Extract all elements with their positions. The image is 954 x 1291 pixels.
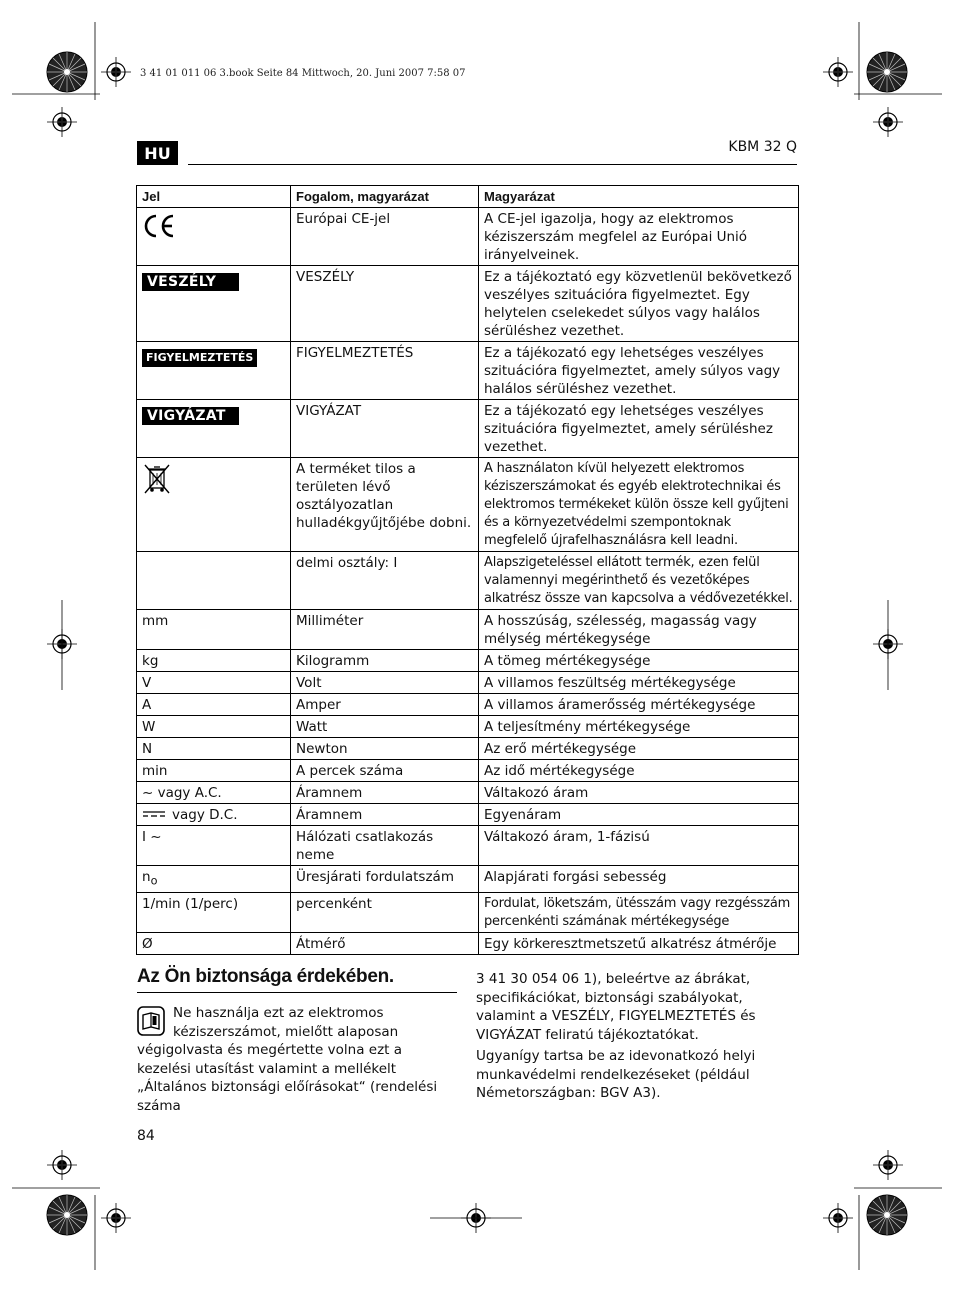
table-row bbox=[137, 208, 799, 266]
table-row bbox=[137, 892, 799, 932]
explanation-cell: A CE-jel igazolja, hogy az elektromos kéziszerszám megfelel az Európai Unió irányelveinek. bbox=[479, 208, 799, 266]
right-paragraph-1: 3 41 30 054 06 1), beleértve az ábrákat, specifikációkat, biztonsági szabályokat, valamint a VESZÉLY, FIGYELMEZTETÉS és VIGYÁZAT feliratú tájékoztatókat. bbox=[476, 971, 756, 1043]
right-column bbox=[476, 970, 798, 1106]
explanation-cell: A hosszúság, szélesség, magasság vagy mélység mértékegysége bbox=[479, 610, 799, 650]
term-cell: Átmérő bbox=[291, 932, 479, 954]
symbol-cell: A bbox=[137, 694, 291, 716]
language-badge: HU bbox=[137, 141, 178, 165]
symbol-cell bbox=[137, 552, 291, 610]
table-row bbox=[137, 694, 799, 716]
symbol-cell bbox=[137, 804, 291, 826]
explanation-cell: Az erő mértékegysége bbox=[479, 738, 799, 760]
table-row bbox=[137, 804, 799, 826]
intro-text: Ne használja ezt az elektromos kéziszerszámot, mielőtt alaposan végigolvasta és megértette volna ezt a kezelési utasítást valamint a mellékelt „Általános biztonsági előírásokat“ (rendelési száma bbox=[137, 1005, 438, 1114]
explanation-cell: Váltakozó áram, 1-fázisú bbox=[479, 826, 799, 866]
symbol-cell: Ø bbox=[137, 932, 291, 954]
print-info-line: 3 41 01 011 06 3.book Seite 84 Mittwoch, 20. Juni 2007 7:58 07 bbox=[140, 68, 466, 79]
table-row bbox=[137, 400, 799, 458]
explanation-cell: Ez a tájékozató egy lehetséges veszélyes szituációra figyelmeztet, amely súlyos vagy halálos sérüléshez vezethet. bbox=[479, 342, 799, 400]
symbol-cell: ~ vagy A.C. bbox=[137, 782, 291, 804]
term-cell: Amper bbox=[291, 694, 479, 716]
table-row bbox=[137, 738, 799, 760]
symbol-cell bbox=[137, 400, 291, 458]
table-row bbox=[137, 342, 799, 400]
explanation-cell: Váltakozó áram bbox=[479, 782, 799, 804]
explanation-cell: Egy körkeresztmetszetű alkatrész átmérője bbox=[479, 932, 799, 954]
symbol-cell: V bbox=[137, 672, 291, 694]
explanation-cell: Ez a tájékozató egy lehetséges veszélyes szituációra figyelmeztet, amely sérüléshez vezethet. bbox=[479, 400, 799, 458]
symbol-cell bbox=[137, 208, 291, 266]
caution-signal-label: VIGYÁZAT bbox=[142, 407, 239, 425]
term-cell: Áramnem bbox=[291, 782, 479, 804]
term-cell: VIGYÁZAT bbox=[291, 400, 479, 458]
term-cell: Kilogramm bbox=[291, 650, 479, 672]
explanation-cell: A tömeg mértékegysége bbox=[479, 650, 799, 672]
table-row bbox=[137, 610, 799, 650]
symbol-cell: min bbox=[137, 760, 291, 782]
term-cell: percenként bbox=[291, 892, 479, 932]
explanation-cell: A villamos feszültség mértékegysége bbox=[479, 672, 799, 694]
symbol-n: n bbox=[142, 869, 151, 885]
symbol-cell: I ~ bbox=[137, 826, 291, 866]
symbol-cell: 1/min (1/perc) bbox=[137, 892, 291, 932]
table-row bbox=[137, 866, 799, 893]
crossed-bin-icon bbox=[142, 463, 172, 495]
column-header-explanation: Magyarázat bbox=[479, 186, 799, 208]
table-row bbox=[137, 266, 799, 342]
term-cell: FIGYELMEZTETÉS bbox=[291, 342, 479, 400]
table-header-row bbox=[137, 186, 799, 208]
warning-signal-label: FIGYELMEZTETÉS bbox=[142, 349, 257, 367]
symbol-cell bbox=[137, 866, 291, 893]
page-number: 84 bbox=[137, 1128, 155, 1144]
danger-signal-label: VESZÉLY bbox=[142, 273, 239, 291]
explanation-cell: Alapjárati forgási sebesség bbox=[479, 866, 799, 893]
right-paragraph-2: Ugyanígy tartsa be az idevonatkozó helyi munkavédelmi rendelkezéseket (például Németországban: BGV A3). bbox=[476, 1048, 756, 1101]
table-row bbox=[137, 932, 799, 954]
explanation-cell: A használaton kívül helyezett elektromos kéziszerszámokat és egyéb elektrotechnikai és elektromos termékeket külön össze kell gyűjteni és a környezetvédelmi szempontoknak megfelelő újrafelhasználásra kell leadni. bbox=[479, 458, 799, 552]
symbol-cell: kg bbox=[137, 650, 291, 672]
explanation-cell: Fordulat, löketszám, ütésszám vagy rezgésszám percenkénti számának mértékegysége bbox=[479, 892, 799, 932]
dc-symbol-icon bbox=[142, 809, 166, 819]
term-cell: A percek száma bbox=[291, 760, 479, 782]
explanation-cell: A villamos áramerősség mértékegysége bbox=[479, 694, 799, 716]
symbol-cell: N bbox=[137, 738, 291, 760]
table-row bbox=[137, 650, 799, 672]
symbol-cell: mm bbox=[137, 610, 291, 650]
explanation-cell: Ez a tájékoztató egy közvetlenül bekövetkező veszélyes szituációra figyelmeztet. Egy helytelen cselekedet súlyos vagy halálos sérüléshez vezethet. bbox=[479, 266, 799, 342]
symbol-subscript: o bbox=[150, 874, 158, 888]
explanation-cell: Egyenáram bbox=[479, 804, 799, 826]
term-cell: Newton bbox=[291, 738, 479, 760]
term-cell: Áramnem bbox=[291, 804, 479, 826]
manual-book-icon bbox=[137, 1006, 165, 1036]
ce-mark-icon bbox=[142, 213, 176, 239]
explanation-cell: Alapszigeteléssel ellátott termék, ezen felül valamennyi megérinthető és vezetőképes alkatrész össze van kapcsolva a védővezetékkel. bbox=[479, 552, 799, 610]
header-rule bbox=[188, 164, 797, 165]
term-cell: Hálózati csatlakozás neme bbox=[291, 826, 479, 866]
symbol-cell: W bbox=[137, 716, 291, 738]
term-cell: A terméket tilos a területen lévő osztályozatlan hulladékgyűjtőjébe dobni. bbox=[291, 458, 479, 552]
section-title: Az Ön biztonsága érdekében. bbox=[137, 966, 457, 993]
explanation-cell: Az idő mértékegysége bbox=[479, 760, 799, 782]
term-cell: delmi osztály: I bbox=[291, 552, 479, 610]
table-row bbox=[137, 458, 799, 552]
table-row bbox=[137, 760, 799, 782]
symbols-table bbox=[136, 185, 799, 955]
term-cell: Volt bbox=[291, 672, 479, 694]
table-row bbox=[137, 782, 799, 804]
table-row bbox=[137, 552, 799, 610]
symbol-cell bbox=[137, 342, 291, 400]
table-row bbox=[137, 826, 799, 866]
column-header-term: Fogalom, magyarázat bbox=[291, 186, 479, 208]
table-row bbox=[137, 716, 799, 738]
dc-symbol-text: vagy D.C. bbox=[172, 807, 238, 823]
left-column bbox=[137, 1004, 457, 1115]
term-cell: Európai CE-jel bbox=[291, 208, 479, 266]
term-cell: Milliméter bbox=[291, 610, 479, 650]
symbol-cell bbox=[137, 266, 291, 342]
term-cell: VESZÉLY bbox=[291, 266, 479, 342]
column-header-symbol: Jel bbox=[137, 186, 291, 208]
symbol-cell bbox=[137, 458, 291, 552]
explanation-cell: A teljesítmény mértékegysége bbox=[479, 716, 799, 738]
term-cell: Üresjárati fordulatszám bbox=[291, 866, 479, 893]
term-cell: Watt bbox=[291, 716, 479, 738]
table-row bbox=[137, 672, 799, 694]
model-name: KBM 32 Q bbox=[728, 139, 797, 155]
